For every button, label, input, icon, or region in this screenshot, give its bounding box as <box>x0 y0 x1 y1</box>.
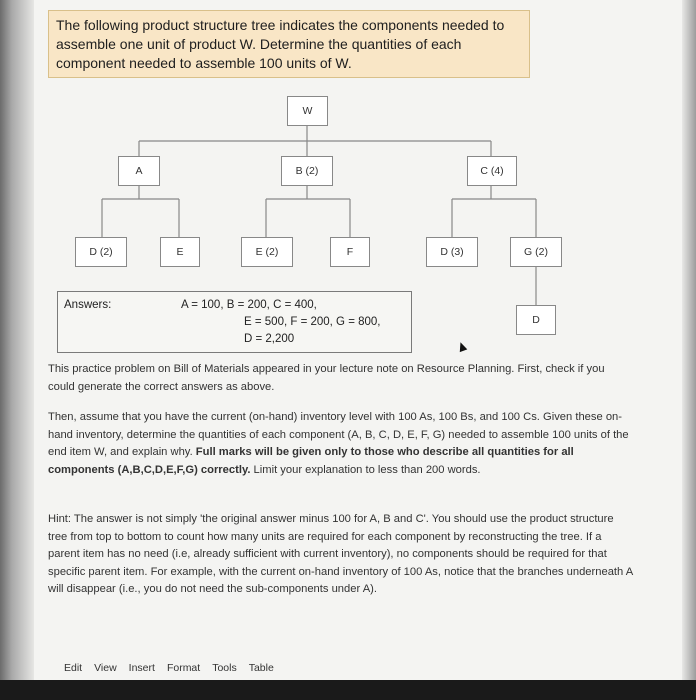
answers-box <box>57 291 412 353</box>
tree-node-b: B (2) <box>281 156 333 186</box>
paragraph-hint: Hint: The answer is not simply 'the original answer minus 100 for A, B and C'. You should use the product structure tree from top to bottom to count how many units are required for each component by reconstructing the tree. If a parent item has no need (i.e, already sufficient with current inventory), no components should be required for that specific parent item. For example, with the current on-hand inventory of 100 As, notice that the branches underneath A will disappear (i.e., you do not need the sub-components under A). <box>48 513 633 595</box>
tree-node-g-under-c: G (2) <box>510 237 562 267</box>
paragraph-task-tail: Limit your explanation to less than 200 words. <box>250 463 481 476</box>
tree-node-d-under-g: D <box>516 305 556 335</box>
answers-line-2: E = 500, F = 200, G = 800, <box>244 316 381 328</box>
paragraph-task-text: Then, assume that you have the current (on-hand) inventory level with 100 As, 100 Bs, and 100 Cs. Given these on-hand inventory, determine the quantities of each component (A, B, C, D, E, F, G) needed to assemble 100 units of the end item W, and explain why. <box>48 411 629 458</box>
tree-node-d-under-a: D (2) <box>75 237 127 267</box>
menu-view[interactable]: View <box>94 662 117 674</box>
tree-node-c: C (4) <box>467 156 517 186</box>
tree-node-e-under-b: E (2) <box>241 237 293 267</box>
answers-line-3: D = 2,200 <box>244 333 295 345</box>
paragraph-intro: This practice problem on Bill of Materials appeared in your lecture note on Resource Planning. First, check if you could generate the correct answers as above. <box>48 363 605 393</box>
menu-table[interactable]: Table <box>248 662 274 674</box>
menu-format[interactable]: Format <box>166 662 201 674</box>
tree-node-d-under-c: D (3) <box>426 237 478 267</box>
paragraph-task <box>48 409 633 479</box>
menu-tools[interactable]: Tools <box>212 662 237 674</box>
tree-node-w: W <box>287 96 328 126</box>
paragraph-task-bold: Full marks will be given only to those who describe all quantities for all components (A,B,C,D,E,F,G) correctly. <box>48 446 574 476</box>
question-text: The following product structure tree indicates the components needed to assemble one unit of product W. Determine the quantities of each component needed to assemble 100 units of W. <box>56 17 505 71</box>
bottom-dark-bar <box>0 680 696 700</box>
menu-insert[interactable]: Insert <box>128 662 155 674</box>
answers-line-1: A = 100, B = 200, C = 400, <box>181 299 317 311</box>
tree-node-a: A <box>118 156 160 186</box>
tree-node-e-under-a: E <box>160 237 200 267</box>
menu-edit[interactable]: Edit <box>64 662 83 674</box>
answers-label: Answers: <box>64 299 112 311</box>
editor-menubar <box>64 662 274 674</box>
tree-node-f-under-b: F <box>330 237 370 267</box>
